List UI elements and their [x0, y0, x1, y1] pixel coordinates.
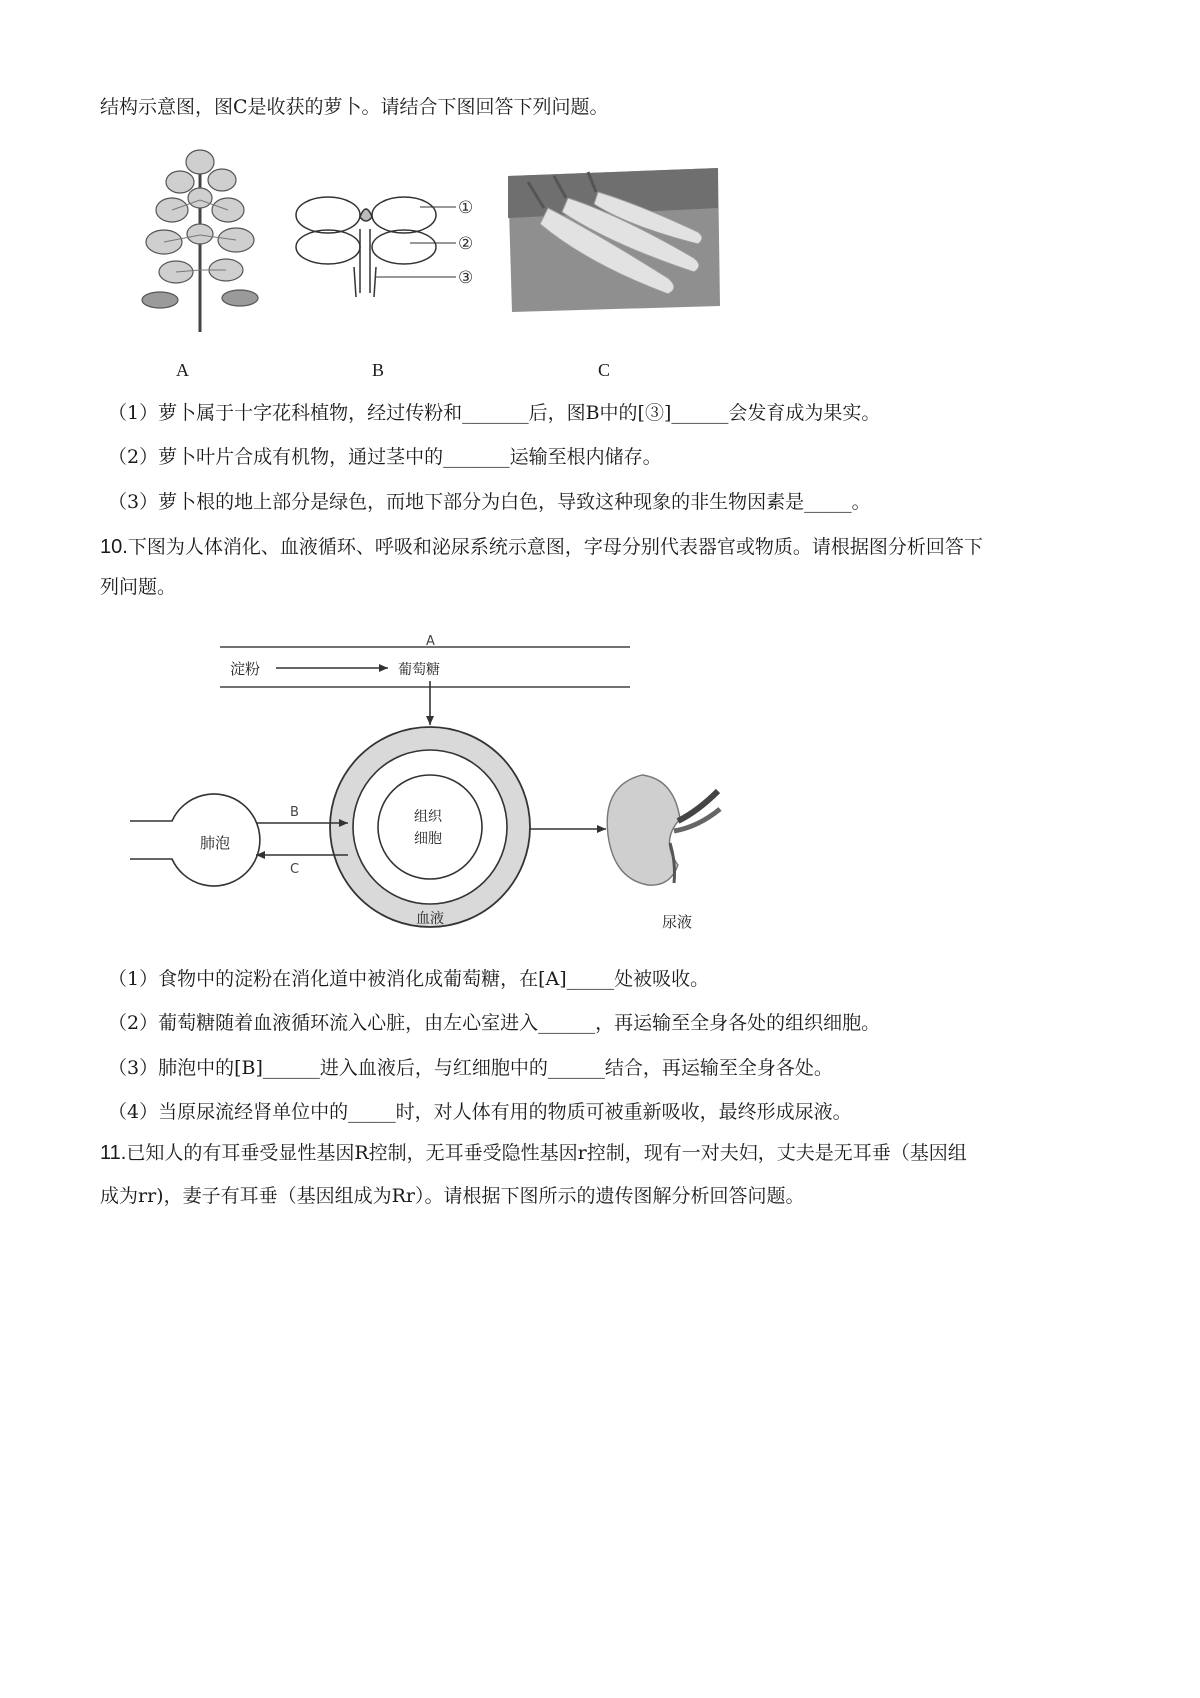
q10-number: 10.	[100, 536, 128, 558]
q11-stem-line2: 成为rr)，妻子有耳垂（基因组成为Rr）。请根据下图所示的遗传图解分析回答问题。	[100, 1185, 805, 1207]
q9-sub3: （3）萝卜根的地上部分是绿色，而地下部分为白色，导致这种现象的非生物因素是_____。	[108, 491, 871, 513]
q10-sub4: （4）当原尿流经肾单位中的_____时，对人体有用的物质可被重新吸收，最终形成尿液。	[108, 1101, 852, 1123]
marker-2-label: ②	[458, 234, 474, 254]
q9-sub1: （1）萝卜属于十字花科植物，经过传粉和_______后，图B中的[③]______会发育成为果实。	[108, 402, 881, 424]
marker-1-label: ①	[458, 198, 474, 218]
figure-c-radish-photo	[508, 168, 720, 312]
label-c: C	[290, 862, 300, 877]
q11-number: 11.	[100, 1142, 127, 1164]
q10-stem-line1	[100, 534, 983, 560]
label-a: A	[426, 634, 435, 649]
q10-sub3: （3）肺泡中的[B]______进入血液后，与红细胞中的______结合，再运输至全身各处。	[108, 1057, 833, 1079]
label-b: B	[290, 805, 299, 820]
urine-label: 尿液	[662, 913, 693, 931]
tissue-label-line1: 组织	[414, 809, 442, 825]
q9-sub2: （2）萝卜叶片合成有机物，通过茎中的_______运输至根内储存。	[108, 446, 662, 468]
figure-b-flower-diagram	[290, 185, 480, 305]
q9-intro: 结构示意图，图C是收获的萝卜。请结合下图回答下列问题。	[100, 96, 609, 118]
figure-b-caption: B	[372, 360, 385, 380]
starch-label: 淀粉	[230, 660, 261, 678]
q11-stem-text: 已知人的有耳垂受显性基因R控制，无耳垂受隐性基因r控制，现有一对夫妇，丈夫是无耳垂（基因组	[126, 1142, 967, 1164]
figure-c-caption: C	[598, 360, 611, 380]
circulation-diagram	[130, 625, 750, 945]
marker-3-label: ③	[458, 268, 474, 288]
q10-sub2: （2）葡萄糖随着血液循环流入心脏，由左心室进入______，再运输至全身各处的组织细胞。	[108, 1012, 881, 1034]
kidney-icon	[607, 775, 720, 885]
blood-label: 血液	[416, 911, 444, 927]
q10-stem-line2: 列问题。	[100, 576, 177, 598]
q10-sub1: （1）食物中的淀粉在消化道中被消化成葡萄糖，在[A]_____处被吸收。	[108, 968, 710, 990]
figure-a-caption: A	[176, 360, 189, 380]
q11-stem-line1	[100, 1140, 967, 1166]
glucose-label: 葡萄糖	[398, 662, 440, 678]
q10-stem-text: 下图为人体消化、血液循环、呼吸和泌尿系统示意图，字母分别代表器官或物质。请根据图分析回答下	[127, 536, 983, 558]
tissue-label-line2: 细胞	[414, 831, 442, 847]
figure-a-plant-image	[130, 140, 270, 340]
alveolus-label: 肺泡	[200, 834, 231, 852]
